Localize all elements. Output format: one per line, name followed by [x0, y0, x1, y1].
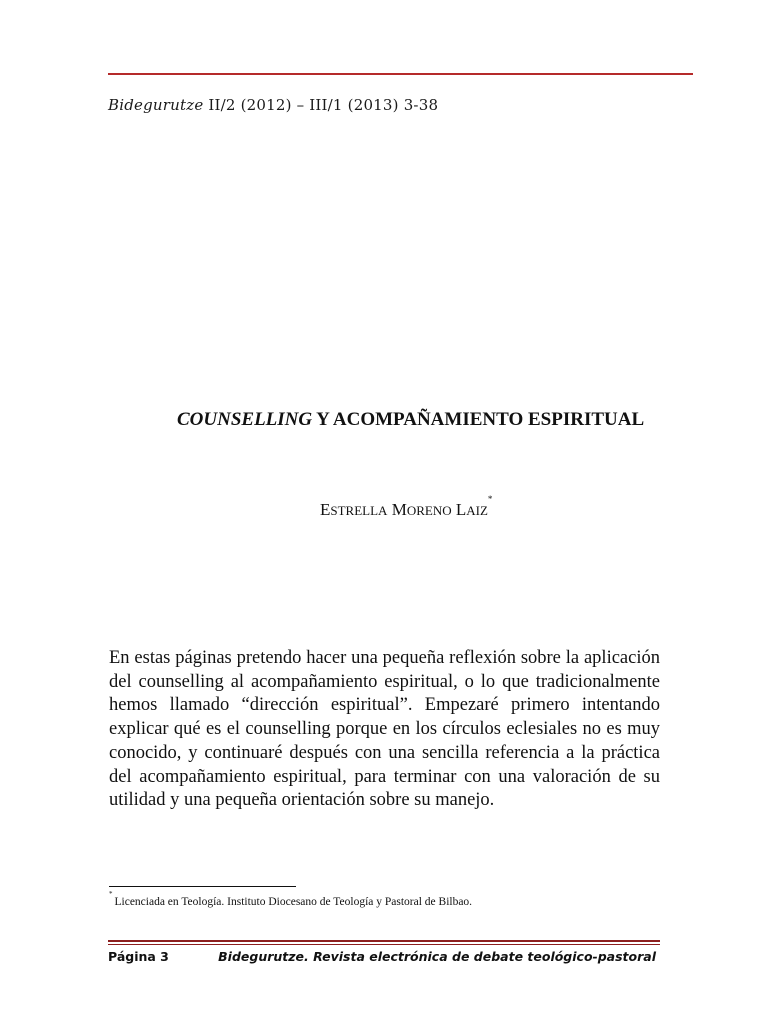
abstract-paragraph: En estas páginas pretendo hacer una pequeña reflexión sobre la aplicación del counselling al acompañamiento espiritual, o lo que tradicionalmente hemos llamado “dirección espiritual”. Empezaré primero intentando explicar qué es el counselling porque en los círculos eclesiales no es muy conocido, y continuaré después con una sencilla referencia a la práctica del acompañamiento espiritual, para terminar con una valoración de su utilidad y una pequeña orientación sobre su manejo.	[109, 648, 660, 811]
author-name	[320, 494, 493, 520]
journal-name: Bidegurutze	[108, 96, 204, 114]
author-footnote-mark[interactable]: *	[487, 494, 493, 505]
issue-info: II/2 (2012) – III/1 (2013) 3-38	[208, 96, 439, 114]
author-rest-last: AIZ	[466, 503, 488, 518]
author-rest-first: STRELLA	[330, 503, 388, 518]
header-rule	[108, 73, 693, 75]
footer-journal-title: Bidegurutze. Revista electrónica de debate teológico-pastoral	[218, 949, 656, 964]
author-rest-middle: ORENO	[406, 503, 452, 518]
footnote	[109, 890, 473, 908]
footer-rule-thick	[108, 940, 660, 942]
footnote-divider	[109, 886, 296, 887]
article-title	[177, 409, 644, 431]
title-italic-part: COUNSELLING	[177, 409, 313, 430]
footer-rule-thin	[108, 944, 660, 945]
footnote-mark: *	[109, 890, 113, 898]
footnote-text: Licenciada en Teología. Instituto Diocesano de Teología y Pastoral de Bilbao.	[114, 895, 473, 908]
author-initial-middle: M	[391, 500, 407, 519]
journal-header	[108, 96, 438, 114]
author-initial-first: E	[320, 500, 331, 519]
author-initial-last: L	[455, 500, 467, 519]
footer-page-number: Página 3	[108, 949, 169, 964]
title-rest: Y ACOMPAÑAMIENTO ESPIRITUAL	[312, 409, 645, 430]
